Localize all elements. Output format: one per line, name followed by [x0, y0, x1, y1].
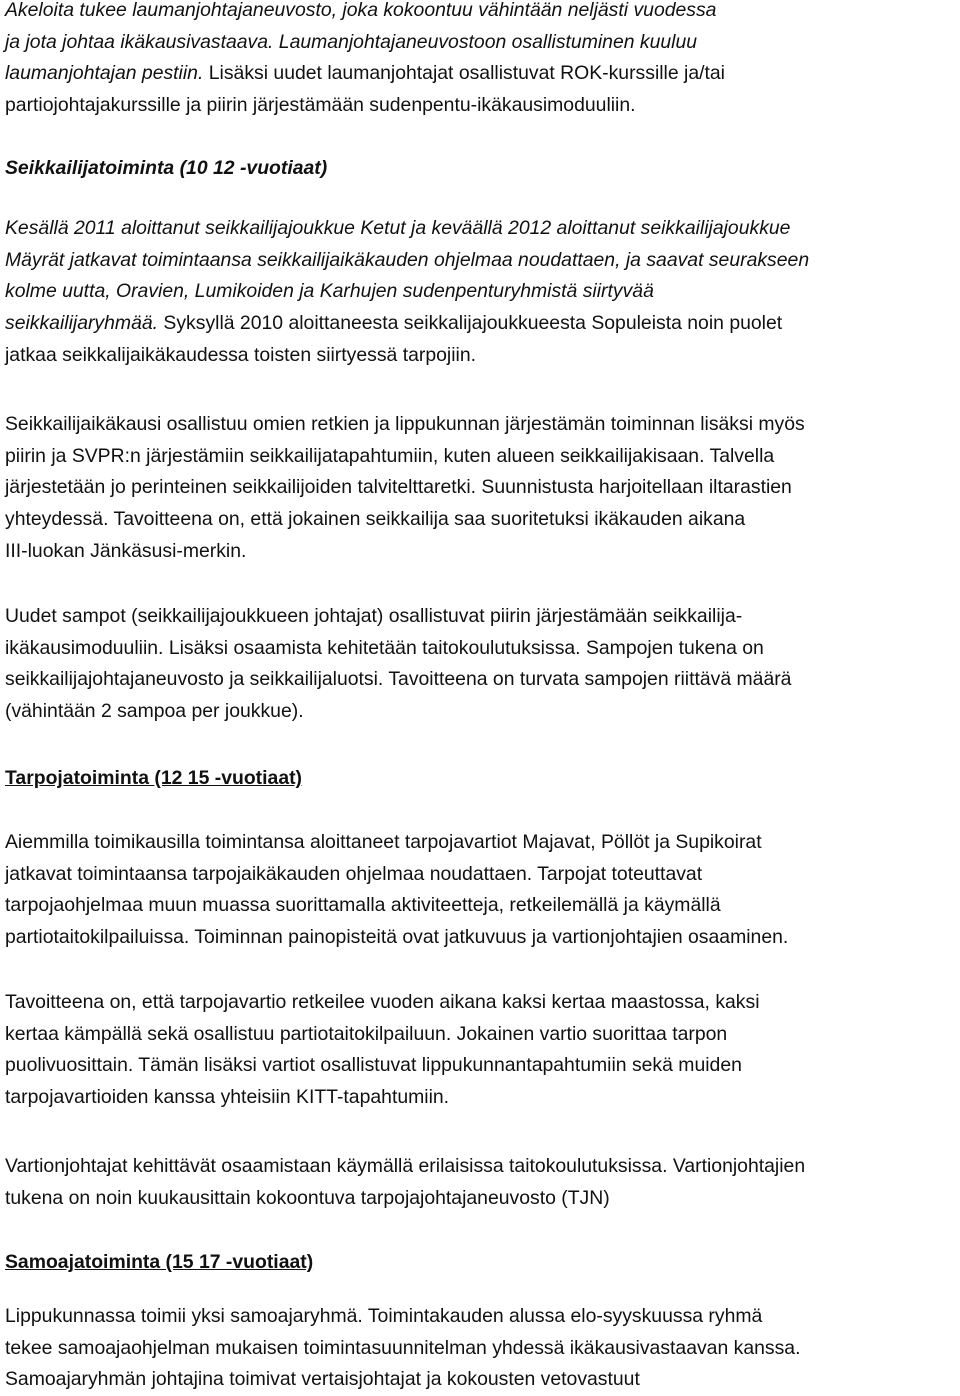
section-heading-tarpoja: Tarpojatoiminta (12 15 -vuotiaat): [5, 767, 303, 789]
seikkailija-paragraph-2: Seikkailijaikäkausi osallistuu omien retkien ja lippukunnan järjestämän toiminnan lisäksi myös piirin ja SVPR:n järjestämiin seikkailijatapahtumiin, kuten alueen seikkailijakisaan. Talvella järjestetään jo perinteinen seikkailijoiden talvitelttaretki. Suunnistusta harjoitellaan iltarastien yhteydessä. Tavoitteena on, että jokainen seikkailija saa suoritetuksi ikäkauden aikana III-luokan Jänkäsusi-merkin.: [5, 413, 805, 562]
intro-italic-text: Akeloita tukee laumanjohtajaneuvosto, joka kokoontuu vähintään neljästi vuodessa ja jota johtaa ikäkausivastaava. Laumanjohtajaneuvostoon osallistuminen kuuluu laumanjohtajan pestiin.: [5, 0, 717, 85]
tarpoja-paragraph-2: Tavoitteena on, että tarpojavartio retkeilee vuoden aikana kaksi kertaa maastossa, kaksi kertaa kämpällä sekä osallistuu partiotaitokilpailuun. Jokainen vartio suorittaa tarpon puolivuosittain. Tämän lisäksi vartiot osallistuvat lippukunnantapahtumiin sekä muiden tarpojavartioiden kanssa yhteisiin KITT-tapahtumiin.: [5, 991, 760, 1109]
tarpoja-paragraph-1: Aiemmilla toimikausilla toimintansa aloittaneet tarpojavartiot Majavat, Pöllöt ja Supikoirat jatkavat toimintaansa tarpojaikäkauden ohjelmaa noudattaen. Tarpojat toteuttavat tarpojaohjelmaa muun muassa suorittamalla aktiviteetteja, retkeilemällä ja käymällä partiotaitokilpailuissa. Toiminnan painopisteitä ovat jatkuvuus ja vartionjohtajien osaaminen.: [5, 831, 789, 949]
seikkailija-p1-normal-text: Syksyllä 2010 aloittaneesta seikkalijajoukkueesta Sopuleista noin puolet jatkaa seikkalijaikäkaudessa toisten siirtyessä tarpojiin.: [5, 312, 783, 366]
seikkailija-paragraph-3: Uudet sampot (seikkailijajoukkueen johtajat) osallistuvat piirin järjestämään seikkailija- ikäkausimoduuliin. Lisäksi osaamista kehitetään taitokoulutuksissa. Sampojen tukena on seikkailijajohtajaneuvosto ja seikkailijaluotsi. Tavoitteena on turvata sampojen riittävä määrä (vähintään 2 sampoa per joukkue).: [5, 605, 792, 723]
samoaja-paragraph-1: Lippukunnassa toimii yksi samoajaryhmä. Toimintakauden alussa elo-syyskuussa ryhmä tekee samoajaohjelman mukaisen toimintasuunnitelman yhdessä ikäkausivastaavan kanssa. Samoajaryhmän johtajina toimivat vertaisjohtajat ja kokousten vetovastuut: [5, 1305, 801, 1391]
seikkailija-paragraph-1: [5, 213, 960, 372]
section-heading-seikkailija: Seikkailijatoiminta (10 12 -vuotiaat): [5, 157, 328, 179]
section-heading-samoaja: Samoajatoiminta (15 17 -vuotiaat): [5, 1251, 314, 1273]
seikkailija-p1-italic-text: Kesällä 2011 aloittanut seikkailijajoukkue Ketut ja keväällä 2012 aloittanut seikkailijajoukkue Mäyrät jatkavat toimintaansa seikkailijaikäkauden ohjelmaa noudattaen, ja saavat seurakseen kolme uutta, Oravien, Lumikoiden ja Karhujen sudenpenturyhmistä siirtyvää seikkailijaryhmää.: [5, 217, 810, 335]
intro-normal-text: Lisäksi uudet laumanjohtajat osallistuvat ROK-kurssille ja/tai partiojohtajakurssille ja piirin järjestämään sudenpentu-ikäkausimoduuliin.: [5, 62, 725, 117]
tarpoja-paragraph-3: Vartionjohtajat kehittävät osaamistaan käymällä erilaisissa taitokoulutuksissa. Vartionjohtajien tukena on noin kuukausittain kokoontuva tarpojajohtajaneuvosto (TJN): [5, 1155, 806, 1209]
intro-paragraph: [5, 0, 960, 122]
